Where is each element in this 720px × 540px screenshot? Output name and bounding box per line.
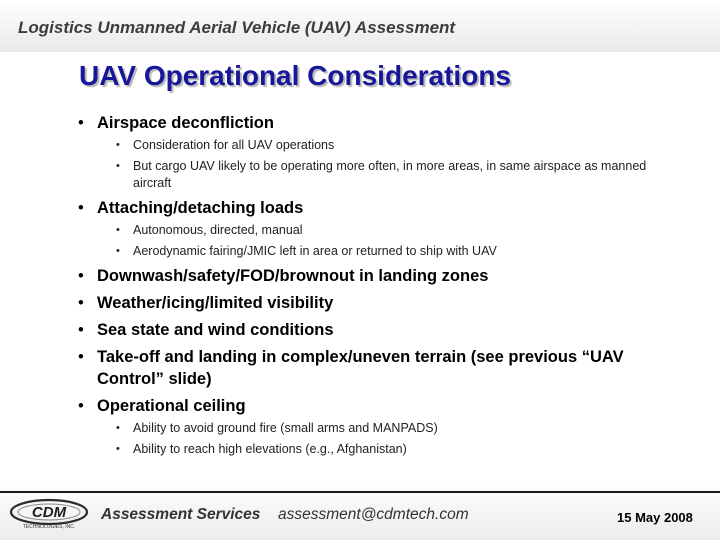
footer-date: 15 May 2008 [617,510,693,525]
bullet-text: Weather/icing/limited visibility [97,294,334,312]
footer-services: Assessment Services [101,506,261,523]
sub-bullet-text: Consideration for all UAV operations [133,138,335,152]
sub-bullet-text: Aerodynamic fairing/JMIC left in area or returned to ship with UAV [133,244,497,258]
bullet-dot: • [78,267,84,285]
header-title: Logistics Unmanned Aerial Vehicle (UAV) Assessment [18,18,456,37]
slide-title: UAV Operational Considerations [79,60,511,91]
bullet-takeoff [78,346,658,390]
bullet-downwash [78,265,658,287]
bullet-list [78,112,658,458]
sub-bullet [116,420,658,437]
sub-bullet-text: Autonomous, directed, manual [133,223,303,237]
sub-bullet [116,158,658,192]
bullet-dot: • [78,397,84,415]
footer-email[interactable]: assessment@cdmtech.com [278,506,469,523]
footer-divider [0,491,720,493]
sub-bullet [116,441,658,458]
sub-bullet [116,222,658,239]
bullet-dot: • [78,199,84,217]
logo-text: CDM [31,504,67,521]
bullet-dot: • [78,294,84,312]
bullet-text: Take-off and landing in complex/uneven terrain (see previous “UAV Control” slide) [97,348,624,388]
bullet-weather [78,292,658,314]
cdm-logo [8,496,90,530]
bullet-dot: • [78,114,84,132]
bullet-dot: • [116,443,120,455]
bullet-dot: • [78,348,84,366]
bullet-dot: • [116,245,120,257]
sub-bullet-text: But cargo UAV likely to be operating more often, in more areas, in same airspace as manned aircraft [133,159,647,190]
bullet-dot: • [116,224,120,236]
sub-bullet [116,243,658,260]
sub-bullet [116,137,658,154]
bullet-dot: • [78,321,84,339]
bullet-ceiling [78,395,658,417]
bullet-attaching [78,197,658,219]
bullet-dot: • [116,422,120,434]
bullet-text: Operational ceiling [97,397,246,415]
bullet-dot: • [116,160,120,172]
bullet-dot: • [116,139,120,151]
bullet-text: Downwash/safety/FOD/brownout in landing zones [97,267,489,285]
bullet-sea-state [78,319,658,341]
bullet-airspace [78,112,658,134]
sub-bullet-text: Ability to reach high elevations (e.g., Afghanistan) [133,442,407,456]
sub-bullet-text: Ability to avoid ground fire (small arms and MANPADS) [133,421,438,435]
bullet-text: Sea state and wind conditions [97,321,334,339]
logo-subtext: TECHNOLOGIES, INC. [22,524,76,530]
bullet-text: Attaching/detaching loads [97,199,304,217]
bullet-text: Airspace deconfliction [97,114,274,132]
